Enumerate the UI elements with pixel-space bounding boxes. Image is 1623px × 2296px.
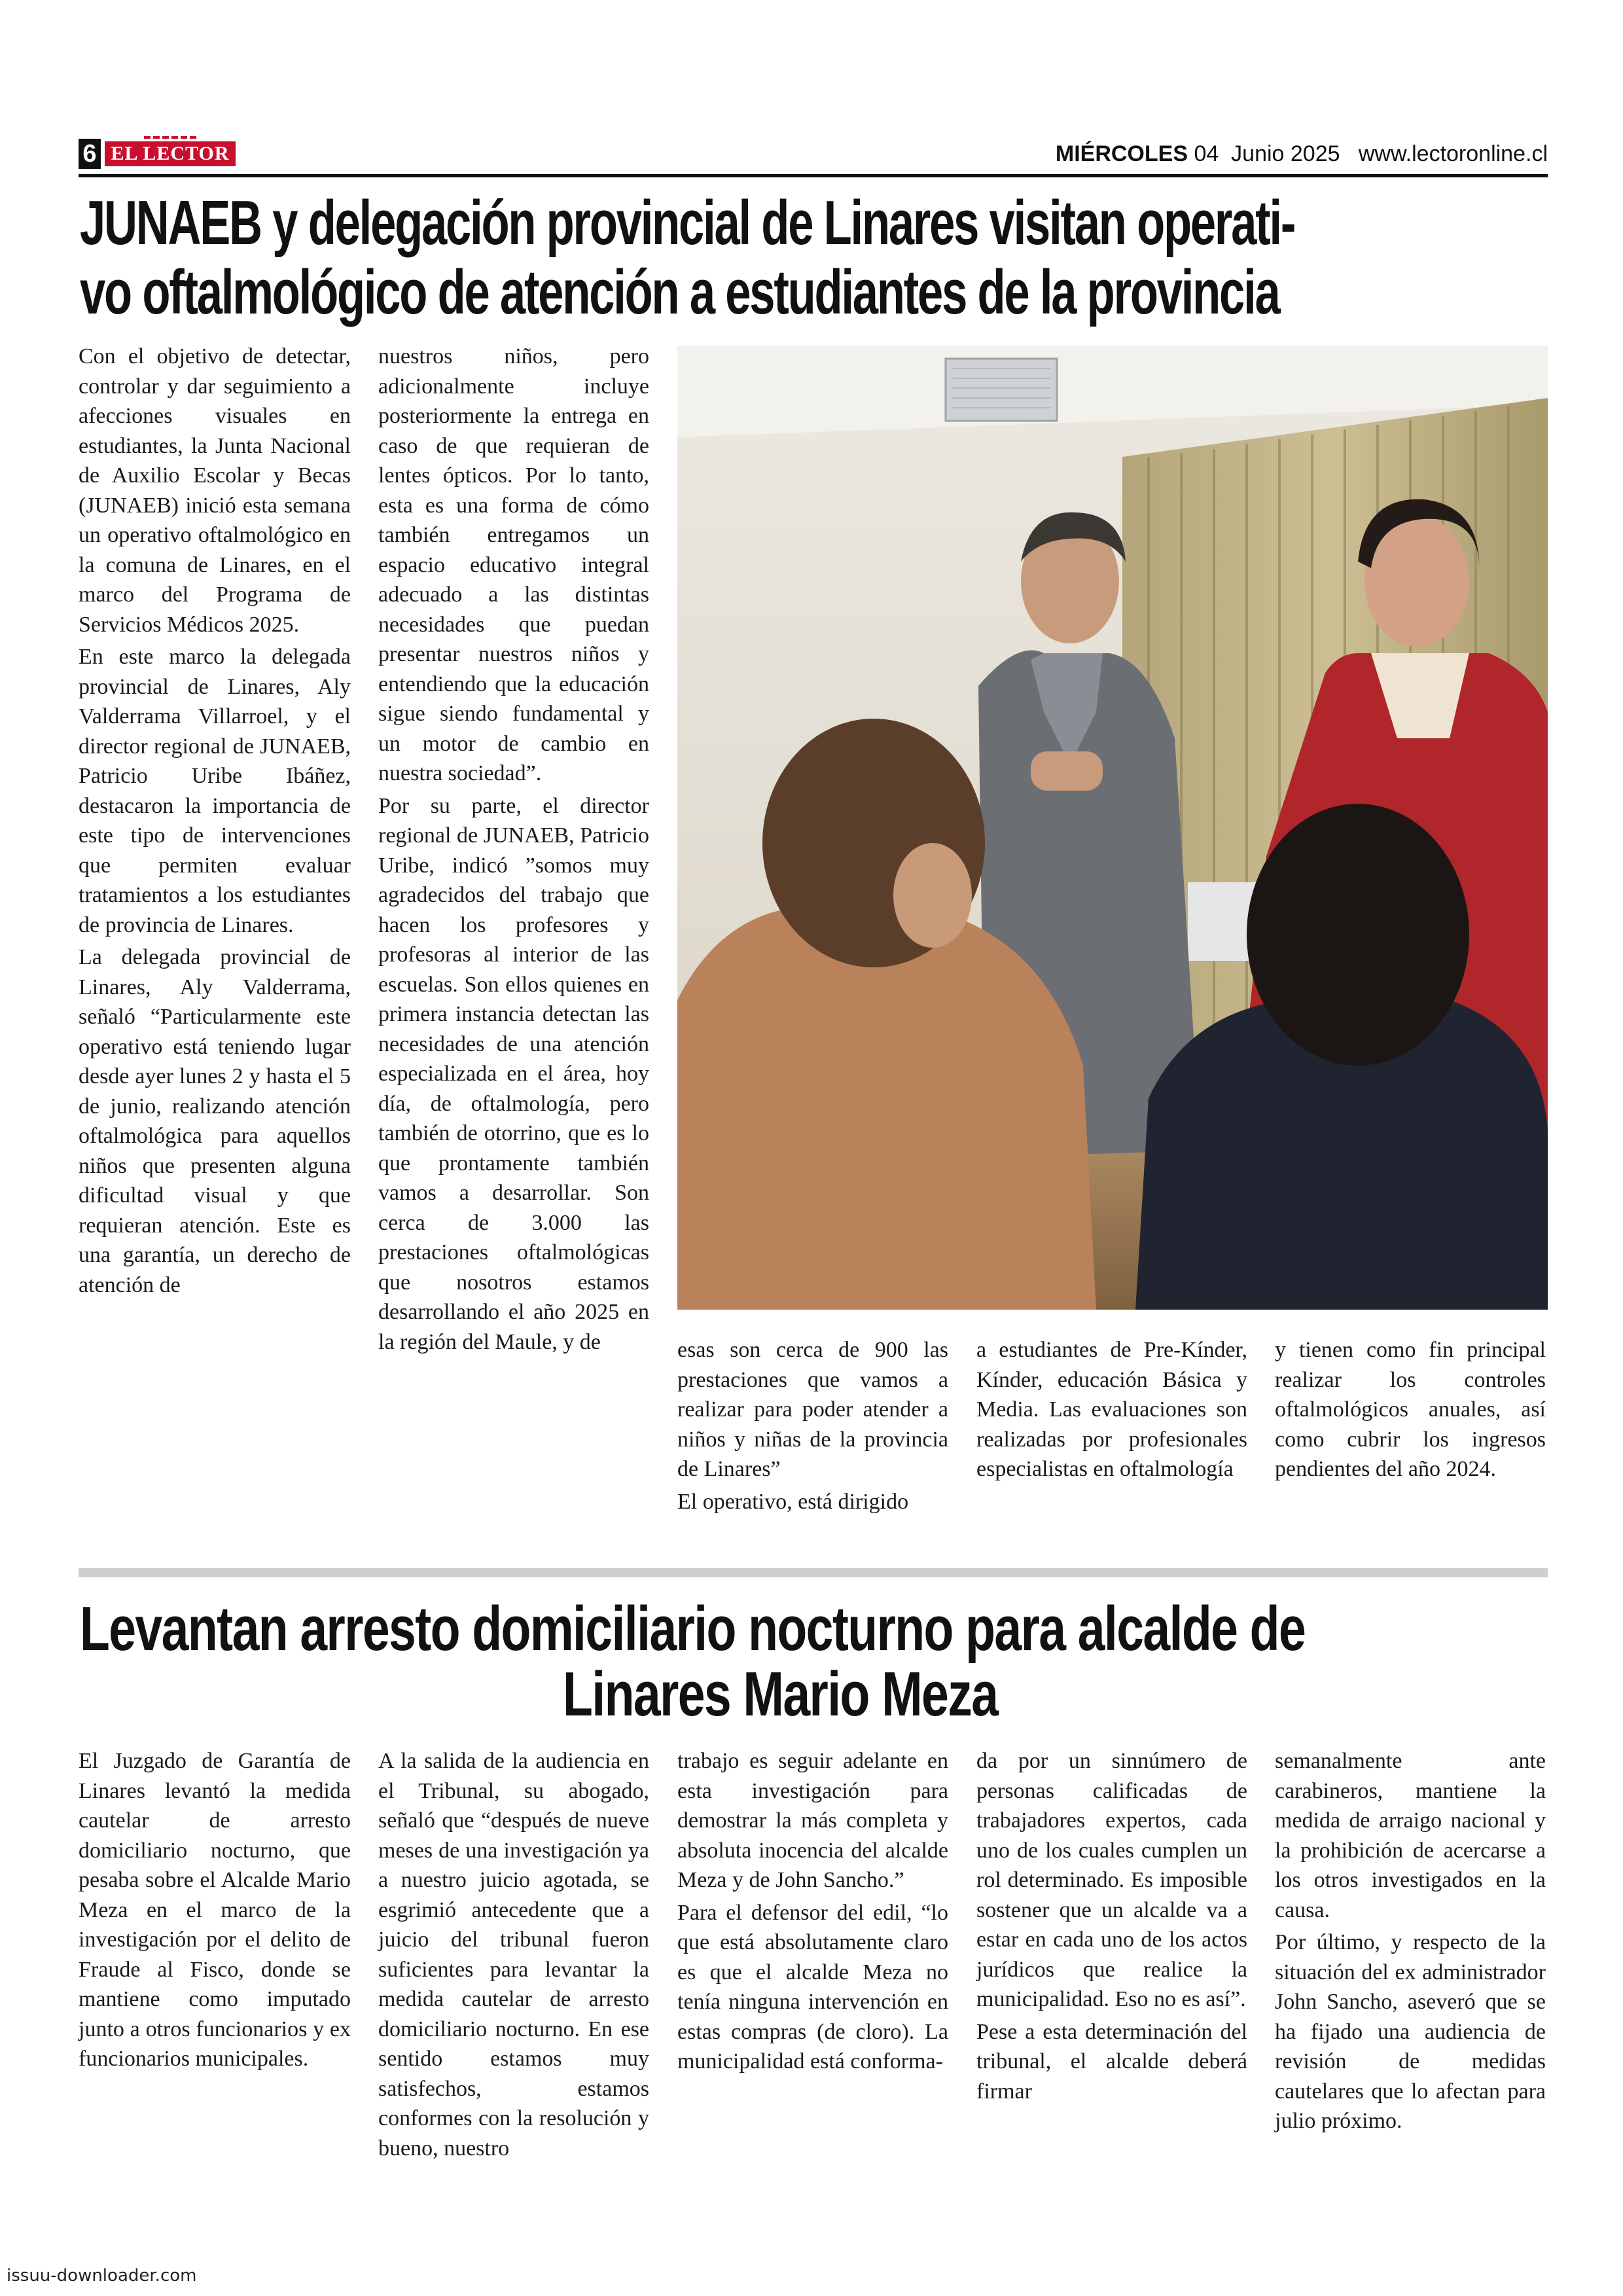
article2-column-1 [79, 1746, 351, 2074]
article1-photo [677, 346, 1548, 1310]
photo-illustration [677, 346, 1548, 1310]
paragraph: En este marco la delegada provincial de Linares, Aly Valderrama Villarroel, y el director regional de JUNAEB, Patricio Uribe Ibáñez, destacaron la importancia de este tipo de intervenciones que permiten evaluar tratamientos a los estudiantes de provincia de Linares. [79, 645, 351, 937]
article2-headline-line2: Linares Mario Meza [563, 1659, 998, 1729]
paragraph: El operativo, está dirigido [677, 1489, 909, 1514]
article1-headline-line1: JUNAEB y delegación provincial de Linares visitan operati- [80, 188, 1295, 258]
paragraph: Por su parte, el director regional de JUNAEB, Patricio Uribe, indicó ”somos muy agradecidos del trabajo que hacen los profesores y profesoras al interior de las escuelas. Son ellos quienes en primera instancia detectan las necesidades de una atención especializada en el área, hoy día, de oftalmología, pero también de otorrino, que es lo que prontamente también vamos a desarrollar. Son cerca de 3.000 las prestaciones oftalmológicas que nosotros estamos desarrollando el año 2025 en la región del Maule, y de [378, 793, 649, 1354]
newspaper-logo: EL LECTOR [105, 141, 236, 166]
weekday: MIÉRCOLES [1055, 141, 1188, 166]
date-line [1056, 139, 1548, 169]
header-rule [79, 174, 1548, 177]
issue-date: 04 Junio 2025 [1194, 141, 1340, 166]
article1-column-3 [677, 1335, 948, 1516]
paragraph: Pese a esta determinación del tribunal, el alcalde deberá firmar [976, 2019, 1247, 2104]
paragraph: trabajo es seguir adelante en esta investigación para demostrar la más completa y absoluta inocencia del alcalde Meza y de John Sancho.” [677, 1749, 948, 1892]
article1-column-2 [378, 342, 649, 1357]
section-divider [79, 1568, 1548, 1577]
paragraph: nuestros niños, pero adicionalmente incluye posteriormente la entrega en caso de que requieran de lentes ópticos. Por lo tanto, esta es una forma de cómo también entregamos un espacio educativo integral adecuado a las distintas necesidades que puedan presentar nuestros niños y entendiendo que la educación sigue siendo fundamental y un motor de cambio en nuestra sociedad”. [378, 344, 649, 785]
article2-column-4 [976, 1746, 1247, 2106]
paragraph: A la salida de la audiencia en el Tribunal, su abogado, señaló que “después de nueve meses de una investigación ya a nuestro juicio agotada, se esgrimió antecedente que a juicio del tribunal fueron suficientes para levantar la medida cautelar de arresto domiciliario nocturno. En ese sentido estamos muy satisfechos, estamos conformes con la resolución y bueno, nuestro [378, 1749, 649, 2161]
paragraph: semanalmente ante carabineros, mantiene la medida de arraigo nacional y la prohibición de acercarse a los otros investigados en la causa. [1275, 1749, 1546, 1922]
paragraph: El Juzgado de Garantía de Linares levantó la medida cautelar de arresto domiciliario nocturno, que pesaba sobre el Alcalde Mario Meza en el marco de la investigación por el delito de Fraude al Fisco, donde se mantiene como imputado junto a otros funcionarios y ex funcionarios municipales. [79, 1749, 351, 2071]
website-url[interactable]: www.lectoronline.cl [1358, 141, 1548, 166]
article2-column-3 [677, 1746, 948, 2077]
article1-column-1 [79, 342, 351, 1300]
article1-column-5 [1275, 1335, 1546, 1484]
page-number: 6 [79, 139, 101, 169]
article2-column-5 [1275, 1746, 1546, 2136]
page-header [79, 139, 1548, 171]
paragraph: esas son cerca de 900 las prestaciones que vamos a realizar para poder atender a niños y niñas de la provincia de Linares” [677, 1338, 948, 1481]
watermark-text: issuu-downloader.com [7, 2266, 197, 2286]
article1-headline-line2: vo oftalmológico de atención a estudiantes de la provincia [80, 257, 1279, 327]
paragraph: Por último, y respecto de la situación del ex administrador John Sancho, aseveró que se ha fijado una audiencia de revisión de medidas cautelares que lo afectan para julio próximo. [1275, 1930, 1546, 2133]
paragraph: da por un sinnúmero de personas calificadas de trabajadores expertos, cada uno de los cuales cumplen un rol determinado. Es imposible sostener que un alcalde va a estar en cada uno de los actos jurídicos que realice la municipalidad. Eso no es así”. [976, 1749, 1247, 2011]
article2-column-2 [378, 1746, 649, 2163]
paragraph: La delegada provincial de Linares, Aly Valderrama, señaló “Particularmente este operativo está teniendo lugar desde ayer lunes 2 y hasta el 5 de junio, realizando atención oftalmológica para aquellos niños que presenten alguna dificultad visual y que requieran atención. Este es una garantía, un derecho de atención de [79, 945, 351, 1297]
paragraph: a estudiantes de Pre-Kínder, Kínder, educación Básica y Media. Las evaluaciones son realizadas por profesionales especialistas en oftalmología [976, 1338, 1247, 1481]
paragraph: Para el defensor del edil, “lo que está absolutamente claro es que el alcalde Meza no tenía ninguna intervención en estas compras (de cloro). La municipalidad está conforma- [677, 1900, 948, 2073]
article2-headline-line1: Levantan arresto domiciliario nocturno para alcalde de [80, 1594, 1306, 1664]
paragraph: Con el objetivo de detectar, controlar y dar seguimiento a afecciones visuales en estudiantes, la Junta Nacional de Auxilio Escolar y Becas (JUNAEB) inició esta semana un operativo oftalmológico en la comuna de Linares, en el marco del Programa de Servicios Médicos 2025. [79, 344, 351, 637]
logo-decoration [144, 135, 196, 140]
paragraph: y tienen como fin principal realizar los controles oftalmológicos anuales, así como cubrir los ingresos pendientes del año 2024. [1275, 1338, 1546, 1481]
article1-column-4 [976, 1335, 1247, 1484]
